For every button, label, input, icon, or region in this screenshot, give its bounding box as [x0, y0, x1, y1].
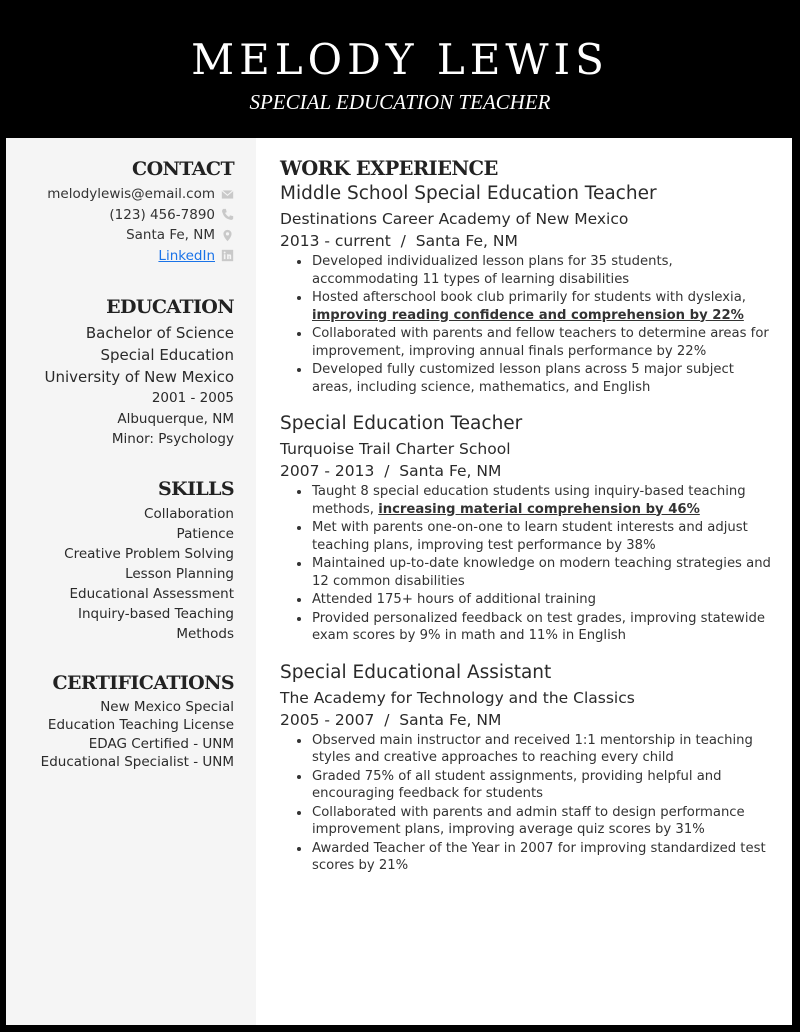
bullet-item [288, 804, 776, 839]
skill-item: Educational Assessment [69, 585, 234, 602]
job-meta: 2007 - 2013 / Santa Fe, NM [280, 462, 502, 480]
linkedin-icon [221, 249, 234, 262]
job-dates: 2013 - current [280, 232, 391, 250]
bullet-text: Taught 8 special education students using inquiry-based teaching methods, [312, 484, 746, 517]
bullet-highlight: increasing material comprehension by 46% [378, 501, 700, 517]
bullet-text: Attended 175+ hours of additional training [312, 592, 597, 607]
company: Turquoise Trail Charter School [280, 440, 511, 458]
bullet-text: Developed individualized lesson plans for 35 students, accommodating 11 types of learning disabilities [312, 254, 673, 287]
job-meta: 2005 - 2007 / Santa Fe, NM [280, 710, 502, 729]
bullet-text: Observed main instructor and received 1:1 mentorship in teaching styles and creative approaches to reaching every child [312, 732, 753, 765]
job-bullets [288, 732, 776, 875]
certification-item: Educational Specialist - UNM [40, 754, 234, 770]
bullet-item [288, 840, 776, 875]
job-title: Special Educational Assistant [280, 661, 552, 683]
job-location: Santa Fe, NM [399, 710, 502, 729]
school: University of New Mexico [44, 368, 234, 386]
contact-text: (123) 456-7890 [109, 206, 215, 223]
skill-item: Lesson Planning [125, 565, 234, 582]
bullet-item [288, 361, 776, 396]
contact-list [6, 184, 234, 266]
job-title: Middle School Special Education Teacher [280, 183, 657, 204]
certifications-heading: CERTIFICATIONS [52, 671, 234, 694]
skill-item: Creative Problem Solving [64, 545, 234, 562]
job-entry [280, 659, 776, 875]
skills-list [54, 504, 234, 644]
company: Destinations Career Academy of New Mexico [280, 210, 629, 228]
sidebar [6, 138, 256, 1025]
skill-item: Inquiry-based Teaching Methods [77, 605, 234, 642]
job-dates: 2007 - 2013 [280, 462, 375, 480]
work-experience-heading: WORK EXPERIENCE [280, 157, 498, 180]
bullet-text: Collaborated with parents and admin staff to design performance improvement plans, improving average quiz scores by 31% [312, 804, 745, 837]
skills-heading: SKILLS [158, 477, 234, 500]
certification-item: EDAG Certified - UNM [88, 735, 234, 752]
bullet-text: Hosted afterschool book club primarily for students with dyslexia, [312, 290, 746, 305]
education-location: Albuquerque, NM [117, 410, 234, 427]
bullet-text: Awarded Teacher of the Year in 2007 for improving standardized test scores by 21% [312, 840, 766, 873]
bullet-text: Maintained up-to-date knowledge on modern teaching strategies and 12 common disabilities [312, 556, 771, 589]
skill-item: Patience [176, 525, 234, 542]
contact-item [6, 184, 234, 205]
bullet-item [288, 519, 776, 554]
skill-item: Collaboration [144, 505, 234, 522]
bullet-text: Graded 75% of all student assignments, providing helpful and encouraging feedback for students [312, 768, 722, 801]
bullet-item [288, 768, 776, 803]
bullet-item [288, 289, 776, 324]
main-column [280, 138, 776, 876]
jobs-list [280, 180, 776, 875]
linkedin-link[interactable]: LinkedIn [158, 247, 215, 264]
education-section [6, 322, 234, 450]
contact-item [6, 225, 234, 246]
bullet-item [288, 732, 776, 767]
resume-header [0, 0, 800, 138]
job-bullets [288, 483, 776, 645]
contact-item [6, 205, 234, 226]
minor: Minor: Psychology [111, 431, 234, 447]
education-dates: 2001 - 2005 [151, 390, 234, 406]
job-entry [280, 180, 776, 396]
contact-heading: CONTACT [132, 158, 234, 180]
job-meta: 2013 - current / Santa Fe, NM [280, 232, 518, 250]
certifications-list [34, 698, 234, 772]
certification-item: New Mexico Special Education Teaching License [47, 698, 234, 733]
job-dates: 2005 - 2007 [280, 710, 375, 729]
bullet-text: Provided personalized feedback on test grades, improving statewide exam scores by 9% in math and 11% in English [312, 610, 765, 643]
phone-icon [221, 208, 234, 221]
company: The Academy for Technology and the Classics [280, 688, 635, 707]
bullet-item [288, 253, 776, 288]
bullet-item [288, 555, 776, 590]
bullet-text: Met with parents one-on-one to learn student interests and adjust teaching plans, improving test performance by 38% [312, 520, 748, 553]
field: Special Education [100, 346, 234, 364]
job-location: Santa Fe, NM [415, 232, 518, 250]
job-title: Special Education Teacher [280, 413, 523, 434]
candidate-name: MELODY LEWIS [191, 35, 609, 84]
bullet-highlight: improving reading confidence and comprehension by 22% [312, 307, 744, 323]
contact-text: Santa Fe, NM [126, 227, 215, 243]
bullet-item [288, 591, 776, 609]
envelope-icon [221, 188, 234, 201]
resume-body [6, 138, 792, 1025]
bullet-item [288, 483, 776, 518]
bullet-text: Developed fully customized lesson plans across 5 major subject areas, including science, mathematics, and English [312, 362, 734, 395]
job-location: Santa Fe, NM [399, 462, 502, 480]
bullet-text: Collaborated with parents and fellow teachers to determine areas for improvement, improving annual finals performance by 22% [312, 326, 769, 359]
map-pin-icon [221, 229, 234, 242]
job-bullets [288, 253, 776, 396]
contact-text: melodylewis@email.com [47, 186, 215, 202]
bullet-item [288, 610, 776, 645]
contact-item [6, 246, 234, 267]
candidate-title: SPECIAL EDUCATION TEACHER [249, 90, 551, 114]
education-heading: EDUCATION [106, 296, 234, 318]
bullet-item [288, 325, 776, 360]
degree: Bachelor of Science [85, 324, 234, 342]
job-entry [280, 410, 776, 645]
